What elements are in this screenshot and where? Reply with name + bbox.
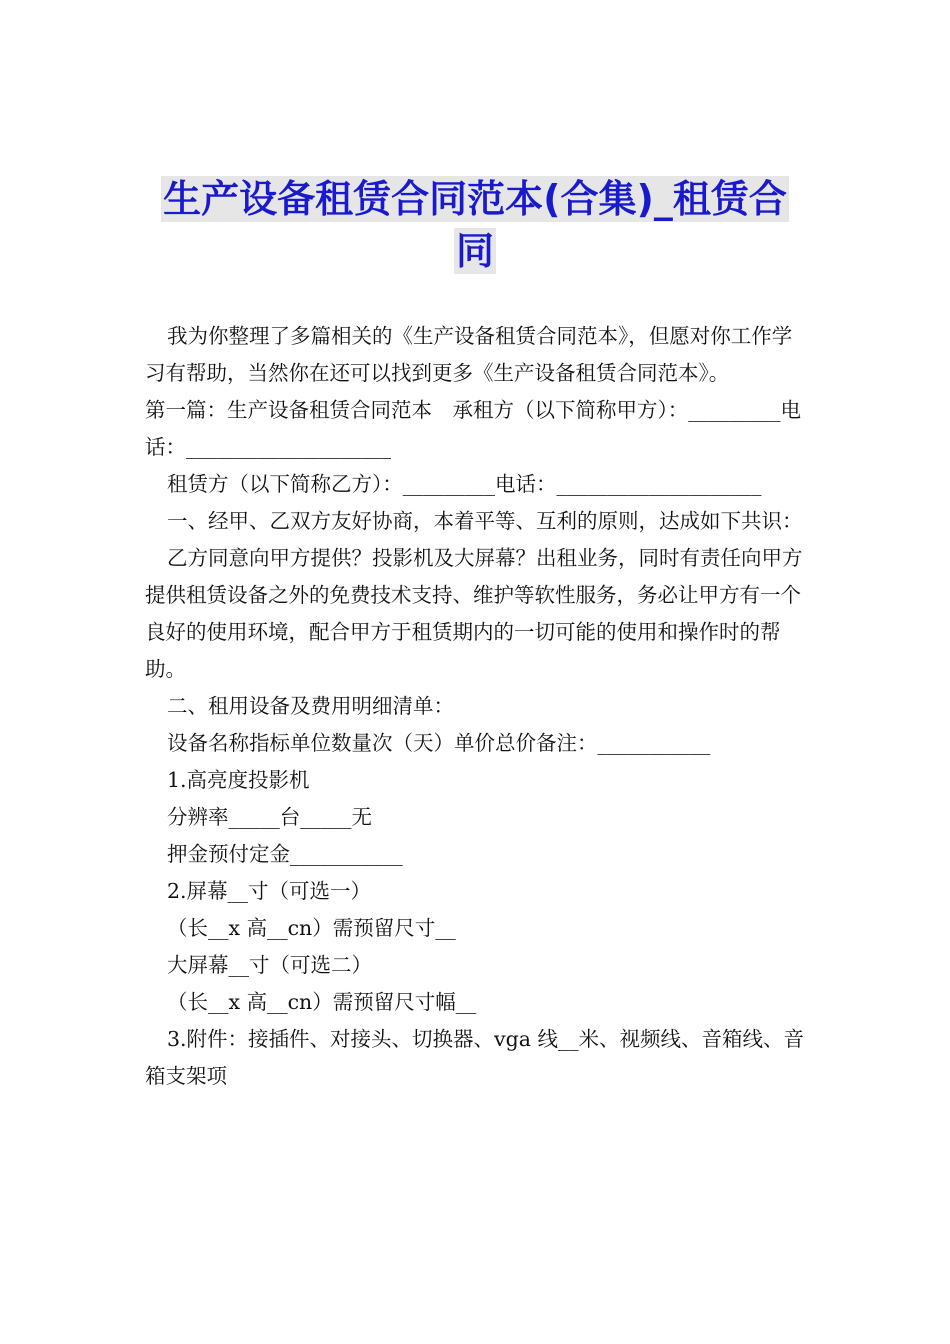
item-resolution: 分辨率_____台_____无 (167, 805, 372, 829)
item-screen-size: （长__x 高__cn）需预留尺寸__ (167, 916, 456, 940)
item-projector: 1.高亮度投影机 (167, 768, 310, 792)
lessor-line: 租赁方（以下简称乙方）：_________电话：____________________ (167, 472, 762, 496)
item-large-screen: 大屏幕__寸（可选二） (167, 953, 372, 977)
title-line-1: 生产设备租赁合同范本(合集)_租赁合 (163, 177, 787, 221)
document-body (145, 318, 810, 1095)
item-accessories: 3.附件：接插件、对接头、切换器、vga 线__米、视频线、音箱线、音箱支架项 (145, 1027, 804, 1088)
lessee-line: 第一篇：生产设备租赁合同范本 承租方（以下简称甲方）：_________电话：____________________ (145, 398, 801, 459)
intro-paragraph: 我为你整理了多篇相关的《生产设备租赁合同范本》，但愿对你工作学习有帮助，当然你在还可以找到更多《生产设备租赁合同范本》。 (145, 324, 793, 385)
document-title (120, 176, 830, 280)
clause-one-detail: 乙方同意向甲方提供？投影机及大屏幕？出租业务，同时有责任向甲方提供租赁设备之外的免费技术支持、维护等软性服务，务必让甲方有一个良好的使用环境，配合甲方于租赁期内的一切可能的使用和操作时的帮助。 (145, 546, 803, 681)
item-deposit: 押金预付定金___________ (167, 842, 403, 866)
item-screen: 2.屏幕__寸（可选一） (167, 879, 372, 903)
clause-two: 二、租用设备及费用明细清单： (167, 694, 454, 718)
item-large-screen-size: （长__x 高__cn）需预留尺寸幅__ (167, 990, 477, 1014)
equipment-header: 设备名称指标单位数量次（天）单价总价备注：___________ (167, 731, 711, 755)
title-line-2: 同 (455, 229, 494, 273)
clause-one: 一、经甲、乙双方友好协商，本着平等、互利的原则，达成如下共识： (167, 509, 803, 533)
